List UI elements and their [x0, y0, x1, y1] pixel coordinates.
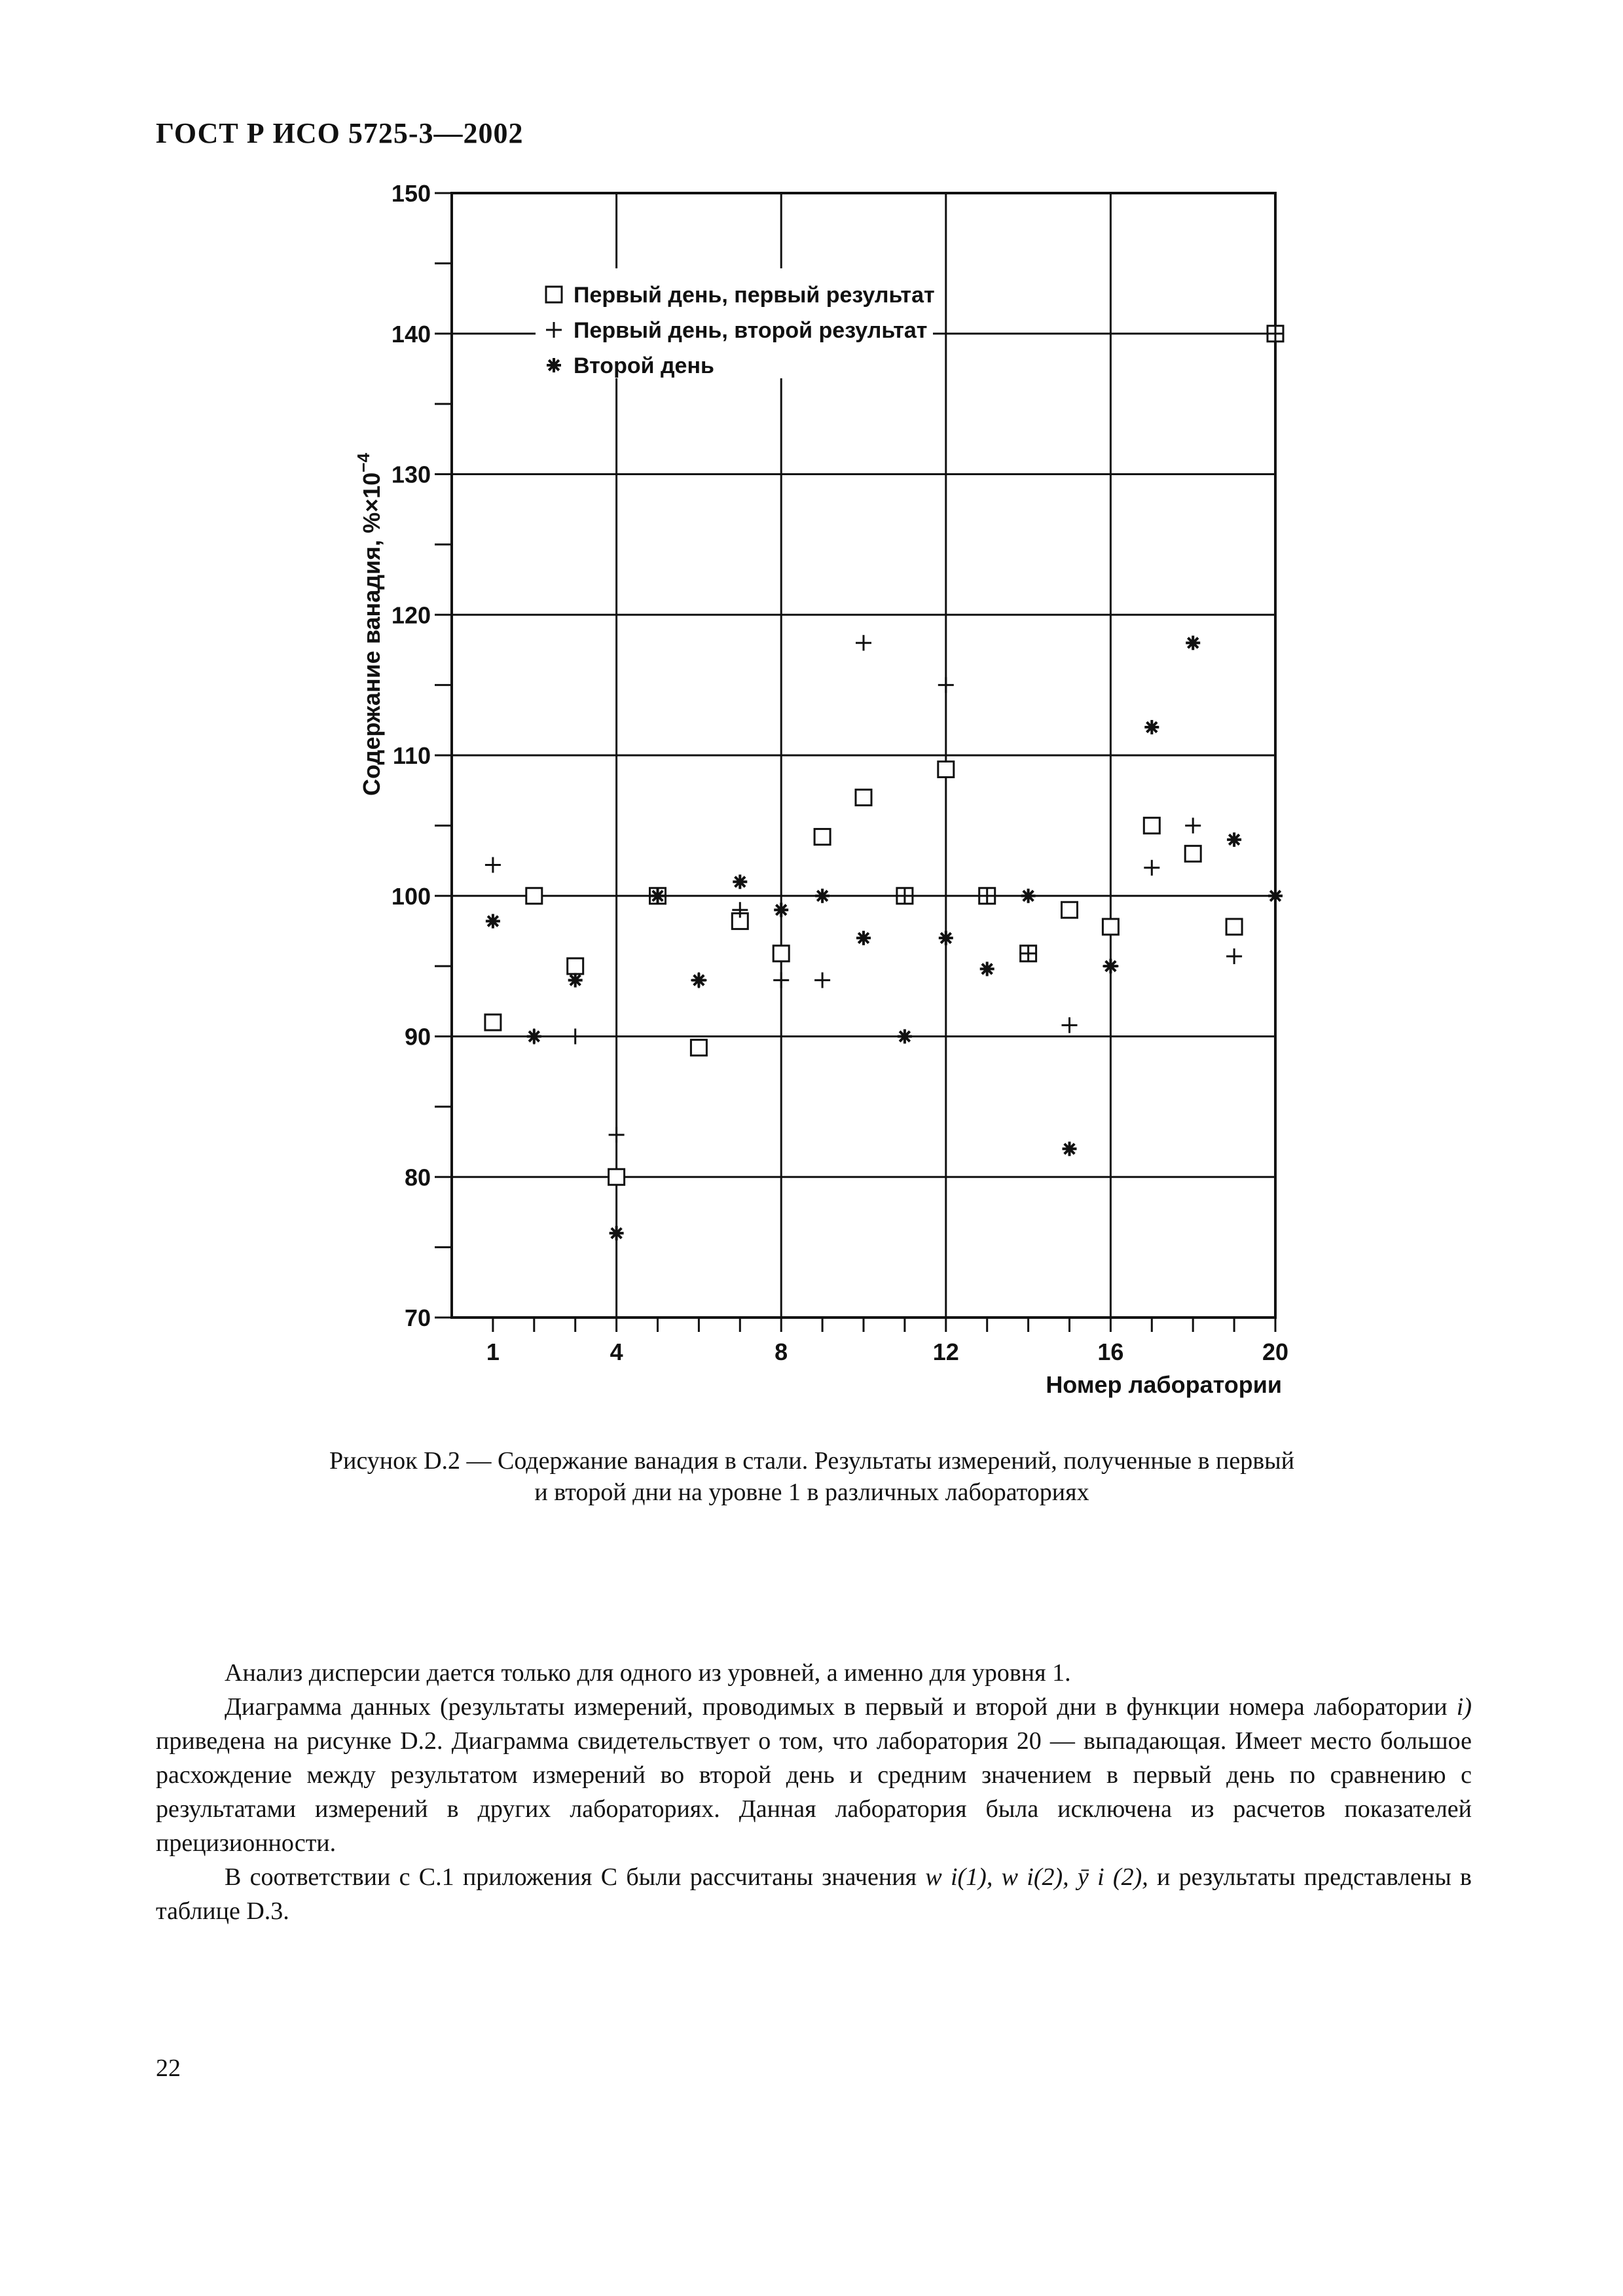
data-point-asterisk — [1227, 833, 1241, 847]
chart-legend — [536, 268, 935, 378]
paragraph-2-text-a: Диаграмма данных (результаты измерений, проводимых в первый и второй дни в функции номера лаборатории — [225, 1693, 1457, 1721]
y-tick-label: 100 — [391, 882, 431, 910]
legend-label: Первый день, второй результат — [574, 318, 928, 343]
data-point-plus — [856, 635, 871, 651]
data-point-square — [609, 1169, 625, 1185]
marker-square — [609, 1169, 625, 1185]
x-tick-label: 4 — [610, 1338, 623, 1365]
x-tick-label: 16 — [1097, 1338, 1124, 1365]
marker-square — [1226, 919, 1242, 935]
data-point-asterisk — [980, 961, 994, 976]
paragraph-2-text-b: приведена на рисунке D.2. Диаграмма свидетельствует о том, что лаборатория 20 — выпадающая. Имеет место большое расхождение между результатом измерений во второй день и средним значением в первый день по сравнению с результатами измерений в других лабораториях. Данная лаборатория была исключена из расчетов показателей прецизионности. — [156, 1727, 1472, 1857]
data-point-square — [814, 829, 830, 845]
marker-square — [526, 888, 542, 904]
data-point-plus — [814, 973, 830, 988]
caption-line-1: Рисунок D.2 — Содержание ванадия в стали. Результаты измерений, полученные в первый — [329, 1447, 1295, 1475]
data-point-asterisk — [568, 973, 583, 988]
body-text — [156, 1656, 1472, 1928]
x-tick-label: 12 — [932, 1338, 959, 1365]
data-point-square — [1062, 902, 1078, 918]
data-point-asterisk — [898, 1030, 912, 1044]
data-point-plus — [1185, 817, 1201, 833]
data-point-square — [1103, 919, 1118, 935]
marker-square — [546, 287, 562, 302]
data-point-asterisk — [651, 889, 665, 903]
marker-square — [691, 1040, 706, 1056]
data-point-asterisk — [815, 889, 830, 903]
y-axis-label-exponent: −4 — [354, 453, 373, 473]
data-point-plus — [938, 677, 954, 693]
data-point-plus — [773, 973, 789, 988]
data-point-asterisk — [527, 1030, 541, 1044]
data-point-asterisk — [610, 1226, 624, 1240]
marker-square — [773, 946, 789, 961]
data-point-asterisk — [733, 874, 747, 889]
x-tick-label: 8 — [775, 1338, 788, 1365]
paragraph-1: Анализ дисперсии дается только для одного из уровней, а именно для уровня 1. — [225, 1659, 1071, 1687]
y-tick-label: 140 — [391, 320, 431, 348]
data-point-square — [1144, 817, 1159, 833]
data-point-asterisk — [1063, 1141, 1077, 1156]
paragraph-3-text-b: и результаты представлены в таблице D.3. — [156, 1863, 1472, 1925]
paragraph-2 — [156, 1690, 1472, 1860]
series-asterisk — [486, 636, 1283, 1240]
data-point-square — [856, 789, 871, 805]
data-point-square — [1226, 919, 1242, 935]
legend-item — [546, 283, 935, 308]
data-point-asterisk — [691, 973, 706, 988]
series-plus — [485, 326, 1283, 1143]
document-header: ГОСТ Р ИСО 5725-3—2002 — [156, 117, 524, 149]
data-point-asterisk — [939, 931, 953, 945]
data-point-square — [568, 958, 583, 974]
data-point-asterisk — [774, 903, 788, 917]
x-tick-label: 20 — [1262, 1338, 1289, 1365]
data-point-square — [526, 888, 542, 904]
marker-square — [814, 829, 830, 845]
y-tick-label: 110 — [392, 742, 431, 769]
data-point-square — [691, 1040, 706, 1056]
data-point-plus — [485, 857, 501, 873]
marker-square — [485, 1014, 501, 1030]
paragraph-3 — [156, 1860, 1472, 1928]
y-tick-label: 90 — [404, 1023, 431, 1050]
legend-label: Второй день — [574, 353, 714, 378]
data-point-square — [1185, 846, 1201, 861]
marker-square — [1062, 902, 1078, 918]
data-point-asterisk — [1021, 889, 1036, 903]
legend-label: Первый день, первый результат — [574, 283, 935, 308]
paragraph-3-text-a: В соответствии с С.1 приложения С были рассчитаны значения — [225, 1863, 926, 1891]
x-tick-label: 1 — [486, 1338, 500, 1365]
paragraph-3-math: w i(1), w i(2), ȳ i (2), — [925, 1863, 1148, 1891]
data-point-asterisk — [1186, 636, 1200, 650]
data-point-plus — [1226, 948, 1242, 964]
data-point-plus — [568, 1029, 583, 1045]
page-number: 22 — [156, 2054, 181, 2082]
data-point-asterisk — [1103, 959, 1118, 973]
data-point-asterisk — [486, 914, 500, 928]
data-point-square — [773, 946, 789, 961]
marker-square — [1185, 846, 1201, 861]
data-point-asterisk — [1144, 720, 1159, 734]
y-tick-label: 150 — [391, 180, 431, 207]
data-point-asterisk — [1268, 889, 1283, 903]
caption-line-2: и второй дни на уровне 1 в различных лабораториях — [534, 1479, 1089, 1506]
y-tick-label: 80 — [404, 1164, 431, 1191]
y-tick-label: 70 — [404, 1304, 431, 1331]
marker-square — [1103, 919, 1118, 935]
legend-item — [546, 318, 927, 343]
data-point-asterisk — [856, 931, 871, 945]
x-axis-label: Номер лаборатории — [1046, 1371, 1282, 1398]
marker-square — [568, 958, 583, 974]
y-axis-label: Содержание ванадия, $\%\times 10^{-4}$ — [354, 453, 385, 796]
paragraph-2-italic: i) — [1456, 1693, 1472, 1721]
marker-square — [938, 761, 954, 777]
data-point-plus — [1144, 860, 1159, 876]
figure-caption — [196, 1445, 1427, 1508]
data-point-square — [485, 1014, 501, 1030]
chart-marks — [485, 326, 1283, 1240]
marker-square — [1144, 817, 1159, 833]
data-point-plus — [609, 1127, 625, 1143]
data-point-square — [938, 761, 954, 777]
marker-square — [856, 789, 871, 805]
y-tick-label: 130 — [391, 461, 431, 488]
data-point-plus — [1062, 1017, 1078, 1033]
y-tick-label: 120 — [391, 601, 431, 629]
